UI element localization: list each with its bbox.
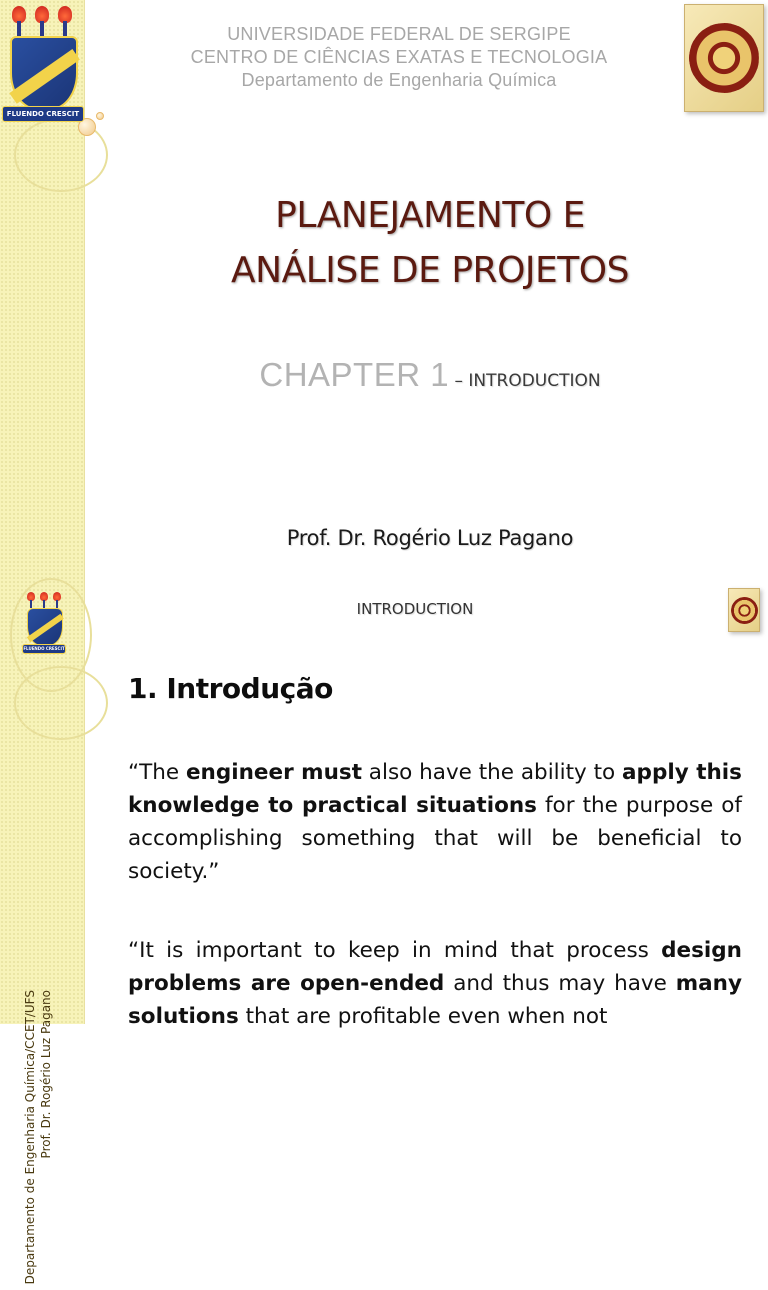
section-title: 1. Introdução bbox=[128, 672, 333, 705]
footer-department: Departamento de Engenharia Química/CCET/UFS bbox=[23, 990, 37, 1285]
shield-icon bbox=[10, 36, 78, 110]
logo-motto: FLUENDO CRESCIT bbox=[2, 106, 84, 122]
slide-header: INTRODUCTION bbox=[356, 600, 474, 618]
chapter-number: CHAPTER 1 bbox=[259, 356, 450, 393]
quote1-bold: engineer must bbox=[185, 760, 362, 785]
shield-icon bbox=[27, 608, 63, 646]
torch-icon bbox=[40, 592, 48, 608]
quote2-bold: design problems are open-ended bbox=[128, 938, 742, 996]
torch-icon bbox=[35, 6, 49, 36]
torch-icon bbox=[58, 6, 72, 36]
title-line-1: PLANEJAMENTO E bbox=[275, 195, 585, 236]
quote2-bold: many solutions bbox=[128, 971, 742, 1029]
gear-icon bbox=[689, 23, 759, 93]
quote1-text: for the purpose of accomplishing something that will be beneficial to society.” bbox=[128, 793, 742, 884]
header-line-1: UNIVERSIDADE FEDERAL DE SERGIPE bbox=[227, 24, 571, 44]
header-line-3: Departamento de Engenharia Química bbox=[241, 70, 557, 90]
decorative-dot bbox=[96, 112, 104, 120]
torch-icon bbox=[27, 592, 35, 608]
chapter-subtitle: – INTRODUCTION bbox=[449, 371, 601, 391]
header-line-2: CENTRO DE CIÊNCIAS EXATAS E TECNOLOGIA bbox=[190, 47, 608, 67]
chapter-heading bbox=[140, 356, 720, 394]
title-line-2: ANÁLISE DE PROJETOS bbox=[231, 250, 629, 291]
gear-icon bbox=[731, 597, 758, 624]
department-seal bbox=[684, 4, 764, 112]
quote1-text: also have the ability to bbox=[361, 760, 623, 785]
university-logo-small bbox=[22, 592, 66, 656]
vertical-footer bbox=[22, 722, 82, 1285]
department-seal-small bbox=[728, 588, 760, 632]
quote1-bold: apply this knowledge to practical situations bbox=[128, 760, 742, 818]
quote2-text: “It is important to keep in mind that process bbox=[128, 938, 662, 963]
quote1-text: “The bbox=[128, 760, 186, 785]
quote2-text: and thus may have bbox=[444, 971, 676, 996]
author-name: Prof. Dr. Rogério Luz Pagano bbox=[286, 526, 574, 550]
torch-icon bbox=[12, 6, 26, 36]
torch-icon bbox=[53, 592, 61, 608]
quote2-text: that are profitable even when not bbox=[238, 1004, 608, 1029]
title-slide bbox=[0, 0, 768, 576]
logo-motto: FLUENDO CRESCIT bbox=[22, 644, 66, 654]
university-logo bbox=[2, 4, 86, 128]
quote-paragraph-1 bbox=[128, 756, 742, 888]
quote-paragraph-2 bbox=[128, 934, 742, 1033]
content-slide bbox=[0, 576, 768, 1285]
footer-professor: Prof. Dr. Rogério Luz Pagano bbox=[39, 990, 53, 1159]
